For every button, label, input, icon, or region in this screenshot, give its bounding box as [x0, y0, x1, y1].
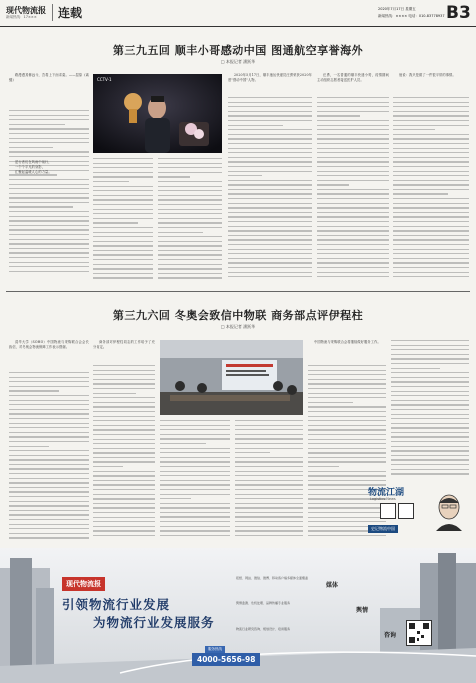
paper-subline: 新闻热线：17××× [6, 15, 37, 19]
article1-col1-text [9, 110, 89, 280]
ad-slogan-line2: 为物流行业发展服务 [93, 615, 215, 630]
ad-tag-media: 媒体 [326, 582, 339, 589]
article2-col1-text [9, 372, 89, 542]
column-subtitle: Logistics News [370, 497, 396, 501]
section-title: 连载 [52, 4, 82, 21]
ad-desc-consulting: 物流行业研究咨询、规划设计、培训服务 [236, 627, 291, 631]
meeting-room-image [160, 340, 303, 415]
article1-col4-text [228, 97, 312, 283]
page-header [0, 0, 476, 27]
article1-col5-text [317, 97, 389, 283]
ad-tag-consulting: 咨询 [384, 632, 397, 639]
article2-photo [160, 340, 303, 415]
ad-qr-code-icon [406, 620, 432, 646]
ad-brand-label: 现代物流报 [62, 577, 105, 591]
ad-tag-sentiment: 舆情 [356, 607, 369, 614]
portrait-illustration-icon [434, 493, 464, 531]
news-hotline: 新闻热线：×××× 电话：010-83778937 [378, 14, 445, 18]
column-title: 物流江湖 [368, 488, 405, 498]
article1-para3: 他说：我只是做了一件很平常的事情。 [399, 73, 456, 77]
qr-code-icon [380, 503, 396, 519]
ad-hotline-number: 4000-5656-98 [192, 653, 260, 666]
article-divider [6, 291, 470, 292]
article2-byline: □ 本报记者 潘跃华 [220, 324, 256, 329]
column-box [368, 485, 468, 535]
article1-intro: 路漫漫其修远兮，吾将上下而求索。——屈原《离骚》 [9, 73, 89, 82]
page-number: B3 [446, 3, 471, 23]
issue-date: 2020年7月17日 星期五 [378, 7, 416, 11]
qr-code-icon [398, 503, 414, 519]
award-ceremony-image [93, 74, 222, 153]
ad-hotline-label: 服务热线 [205, 646, 225, 653]
article2-col3-text [160, 420, 230, 542]
paper-name: 现代物流报 [6, 5, 46, 15]
article2-col6-text [391, 340, 469, 480]
article1-col2-text [93, 158, 153, 283]
ad-desc-sentiment: 舆情监测、危机处理、品牌传播专业服务 [236, 601, 291, 605]
tv-logo: CCTV-1 [97, 77, 112, 82]
article1-col3-text [158, 158, 222, 283]
article1-byline: □ 本报记者 潘跃华 [220, 59, 256, 64]
article2-para2: 商务部对伊程柱同志的工作给予了充分肯定。 [93, 340, 155, 349]
ad-slogan-line1: 引领物流行业发展 [62, 597, 171, 612]
article2-headline: 第三九六回 冬奥会致信中物联 商务部点评伊程柱 [112, 309, 364, 322]
article2-para1: 清华大学（SOHO）中国物流与采购联合会会长致信，对冬奥会物流保障工作表示感谢。 [9, 340, 89, 349]
article2-col4-text [235, 420, 303, 542]
column-author: 史记物流中国 [368, 525, 398, 533]
ad-desc-media: 报纸、网站、微信、微博、移动客户端多媒体全面覆盖 [236, 576, 309, 580]
article1-headline: 第三九五回 顺丰小哥感动中国 图通航空享誉海外 [112, 44, 364, 57]
article1-poem: 逆行者们在风雨中前行， 一个个平凡的身影， 汇聚起温暖人心的力量。 [15, 160, 52, 175]
article1-photo [93, 74, 222, 153]
article2-para3: 中国物流与采购联合会将继续做好服务工作。 [314, 340, 381, 344]
article1-para2: 汪勇，一名普通的顺丰快递小哥，疫情期间主动组织志愿者接送医护人员。 [317, 73, 389, 82]
article1-para1: 2020年5月17日，顺丰速运快递员汪勇荣获2020年度"感动中国"人物。 [228, 73, 312, 82]
article1-col6-text [393, 97, 469, 283]
article2-col2-text [93, 365, 155, 542]
